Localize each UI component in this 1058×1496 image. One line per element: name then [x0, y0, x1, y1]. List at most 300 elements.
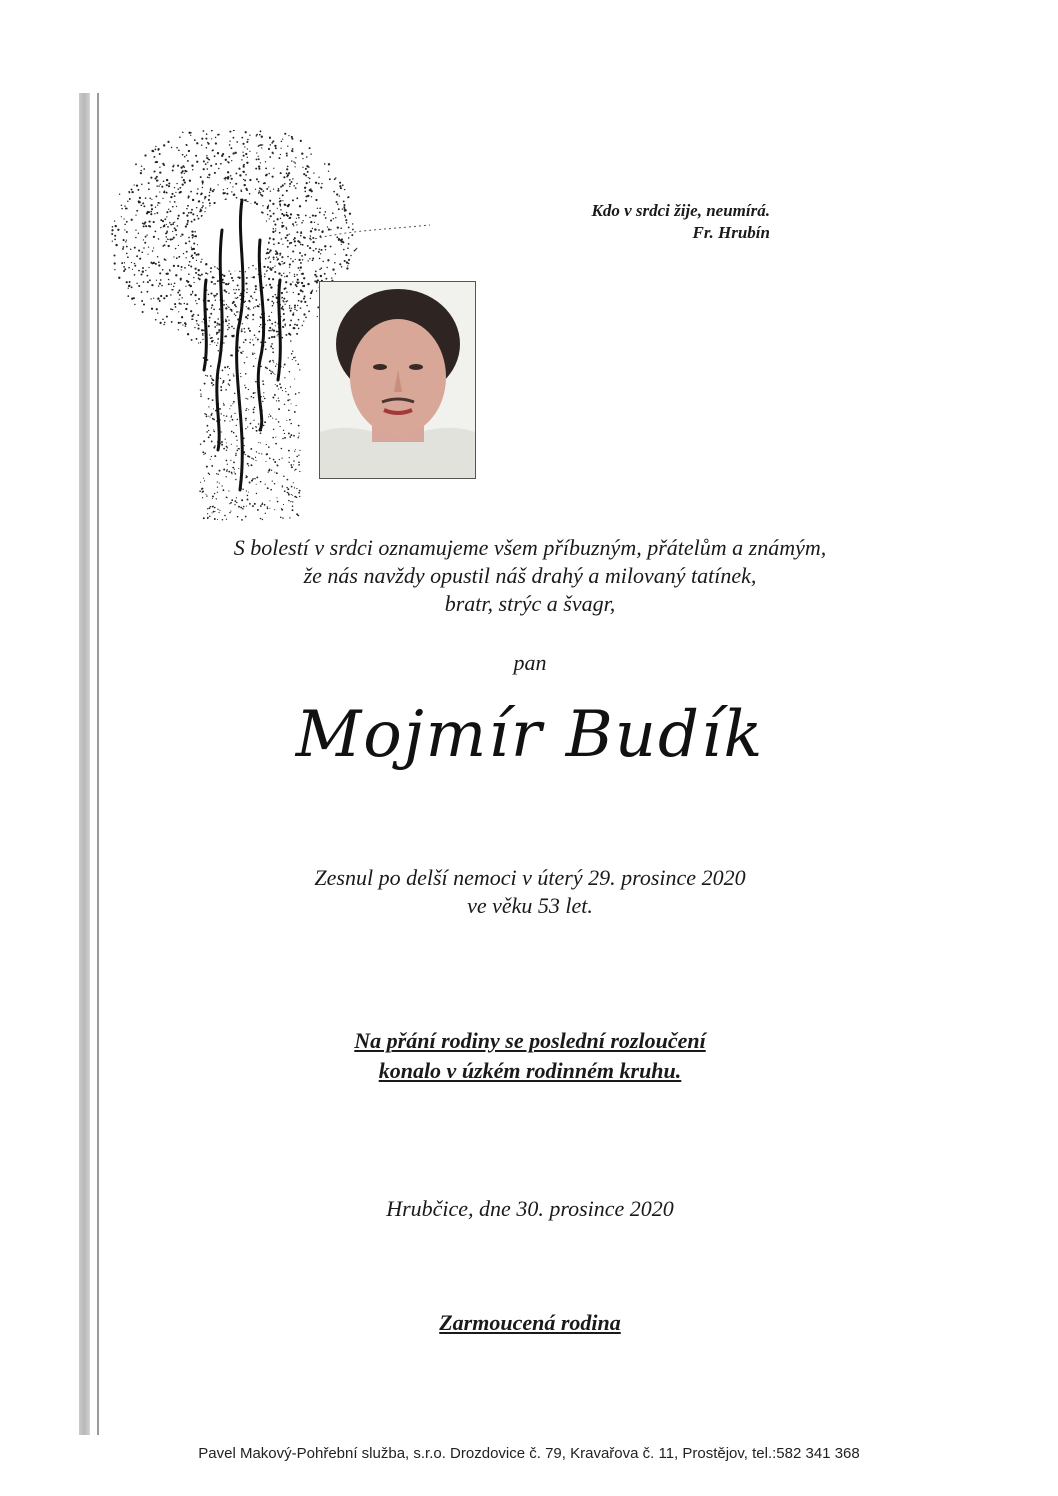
stipple-dot — [293, 312, 294, 313]
stipple-dot — [246, 288, 248, 290]
stipple-dot — [328, 228, 330, 230]
stipple-dot — [214, 511, 215, 512]
stipple-dot — [174, 222, 175, 223]
stipple-dot — [209, 334, 210, 335]
stipple-dot — [217, 280, 219, 282]
stipple-dot — [247, 139, 249, 141]
stipple-dot — [284, 404, 285, 405]
stipple-dot — [161, 186, 163, 188]
stipple-dot — [210, 165, 212, 167]
stipple-dot — [218, 474, 219, 475]
stipple-dot — [278, 263, 280, 265]
stipple-dot — [300, 307, 302, 309]
stipple-dot — [140, 273, 142, 275]
stipple-dot — [207, 176, 209, 178]
stipple-dot — [245, 387, 247, 389]
stipple-dot — [215, 163, 217, 165]
stipple-dot — [344, 260, 346, 262]
stipple-dot — [221, 431, 222, 432]
stipple-dot — [168, 182, 170, 184]
stipple-dot — [306, 305, 307, 306]
stipple-dot — [186, 215, 188, 217]
stipple-dot — [239, 271, 241, 273]
stipple-dot — [298, 454, 299, 455]
stipple-dot — [278, 188, 280, 190]
stipple-dot — [228, 156, 230, 158]
stipple-dot — [240, 352, 242, 354]
stipple-dot — [227, 329, 229, 331]
stipple-dot — [235, 183, 237, 185]
stipple-dot — [201, 138, 203, 140]
stipple-dot — [319, 211, 321, 213]
stipple-dot — [141, 165, 142, 166]
stipple-dot — [246, 408, 247, 409]
stipple-dot — [292, 351, 293, 352]
stipple-dot — [296, 231, 298, 233]
stipple-dot — [252, 352, 253, 353]
stipple-dot — [310, 230, 312, 232]
stipple-dot — [296, 513, 298, 515]
stipple-dot — [273, 259, 274, 260]
stipple-dot — [207, 517, 209, 519]
stipple-dot — [228, 471, 230, 473]
stipple-dot — [188, 150, 190, 152]
stipple-dot — [126, 240, 127, 241]
stipple-dot — [270, 286, 272, 288]
stipple-dot — [307, 260, 308, 261]
stipple-dot — [305, 317, 307, 319]
stipple-dot — [339, 263, 341, 265]
stipple-dot — [293, 185, 294, 186]
stipple-dot — [267, 320, 268, 321]
stipple-dot — [290, 423, 292, 425]
stipple-dot — [207, 162, 208, 163]
stipple-dot — [210, 203, 211, 204]
stipple-dot — [174, 195, 176, 197]
stipple-dot — [159, 171, 161, 173]
stipple-dot — [227, 469, 228, 470]
stipple-dot — [256, 158, 258, 160]
stipple-dot — [240, 376, 241, 377]
stipple-dot — [224, 420, 226, 422]
stipple-dot — [292, 148, 294, 150]
stipple-dot — [272, 176, 274, 178]
stipple-dot — [273, 168, 274, 169]
stipple-dot — [292, 505, 294, 507]
stipple-dot — [347, 197, 349, 199]
stipple-dot — [270, 261, 272, 263]
stipple-dot — [283, 176, 285, 178]
stipple-dot — [299, 496, 300, 497]
stipple-dot — [163, 226, 165, 228]
stipple-dot — [293, 225, 294, 226]
stipple-dot — [244, 179, 246, 181]
stipple-dot — [294, 237, 296, 239]
stipple-dot — [208, 325, 210, 327]
stipple-dot — [258, 165, 260, 167]
stipple-dot — [258, 423, 260, 425]
stipple-dot — [253, 365, 255, 367]
stipple-dot — [261, 136, 263, 138]
stipple-dot — [292, 199, 294, 201]
stipple-dot — [299, 490, 301, 492]
stipple-dot — [155, 263, 157, 265]
stipple-dot — [144, 242, 146, 244]
stipple-dot — [126, 246, 128, 248]
stipple-dot — [187, 197, 189, 199]
stipple-dot — [249, 342, 251, 344]
stipple-dot — [216, 473, 217, 474]
stipple-dot — [269, 319, 271, 321]
stipple-dot — [223, 415, 224, 416]
stipple-dot — [153, 221, 155, 223]
stipple-dot — [318, 229, 320, 231]
stipple-dot — [287, 488, 289, 490]
stipple-dot — [290, 464, 292, 466]
stipple-dot — [153, 156, 155, 158]
stipple-dot — [270, 144, 271, 145]
stipple-dot — [225, 438, 226, 439]
stipple-dot — [281, 448, 283, 450]
stipple-dot — [320, 249, 322, 251]
stipple-dot — [223, 300, 224, 301]
stipple-dot — [295, 469, 297, 471]
stipple-dot — [154, 213, 155, 214]
stipple-dot — [157, 256, 159, 258]
stipple-dot — [286, 155, 288, 157]
stipple-dot — [289, 179, 291, 181]
stipple-dot — [345, 219, 347, 221]
stipple-dot — [172, 238, 174, 240]
stipple-dot — [221, 413, 222, 414]
stipple-dot — [237, 276, 239, 278]
stipple-dot — [158, 185, 159, 186]
stipple-dot — [207, 375, 208, 376]
stipple-dot — [277, 464, 278, 465]
stipple-dot — [275, 322, 277, 324]
stipple-dot — [178, 329, 179, 330]
stipple-dot — [289, 334, 291, 336]
stipple-dot — [275, 437, 276, 438]
stipple-dot — [184, 182, 186, 184]
stipple-dot — [244, 362, 246, 364]
stipple-dot — [238, 506, 240, 508]
stipple-dot — [258, 156, 259, 157]
stipple-dot — [192, 237, 194, 239]
stipple-dot — [232, 403, 233, 404]
stipple-dot — [181, 176, 183, 178]
deceased-photo — [319, 281, 476, 479]
stipple-dot — [251, 464, 253, 466]
stipple-dot — [235, 297, 236, 298]
stipple-dot — [288, 357, 289, 358]
stipple-dot — [185, 325, 187, 327]
stipple-dot — [274, 374, 275, 375]
stipple-dot — [144, 221, 146, 223]
stipple-dot — [330, 246, 332, 248]
stipple-dot — [269, 414, 270, 415]
stipple-dot — [252, 319, 254, 321]
stipple-dot — [247, 314, 249, 316]
stipple-dot — [291, 494, 292, 495]
stipple-dot — [234, 393, 236, 395]
stipple-dot — [295, 360, 296, 361]
stipple-dot — [298, 464, 300, 466]
stipple-dot — [293, 292, 294, 293]
stipple-dot — [288, 204, 290, 206]
stipple-dot — [302, 167, 303, 168]
stipple-dot — [315, 199, 317, 201]
stipple-dot — [333, 191, 335, 193]
stipple-dot — [200, 393, 201, 394]
stipple-dot — [232, 467, 234, 469]
stipple-dot — [163, 180, 165, 182]
stipple-dot — [282, 184, 284, 186]
stipple-dot — [226, 519, 227, 520]
stipple-dot — [115, 244, 117, 246]
stipple-dot — [286, 212, 288, 214]
stipple-dot — [183, 253, 184, 254]
stipple-dot — [194, 252, 196, 254]
stipple-dot — [243, 164, 244, 165]
stipple-dot — [187, 220, 189, 222]
stipple-dot — [223, 403, 224, 404]
stipple-dot — [217, 342, 218, 343]
stipple-dot — [349, 213, 351, 215]
stipple-dot — [296, 285, 298, 287]
stipple-dot — [266, 174, 268, 176]
stipple-dot — [277, 501, 279, 503]
stipple-dot — [287, 166, 289, 168]
stipple-dot — [231, 472, 233, 474]
stipple-dot — [303, 313, 305, 315]
farewell-line-1: Na přání rodiny se poslední rozloučení — [354, 1028, 706, 1053]
stipple-dot — [155, 206, 156, 207]
stipple-dot — [296, 456, 298, 458]
stipple-dot — [173, 265, 175, 267]
stipple-dot — [174, 303, 176, 305]
stipple-dot — [343, 206, 345, 208]
stipple-dot — [176, 257, 178, 259]
stipple-dot — [156, 280, 157, 281]
stipple-dot — [300, 266, 302, 268]
stipple-dot — [335, 273, 337, 275]
stipple-dot — [317, 316, 318, 317]
stipple-dot — [159, 202, 160, 203]
stipple-dot — [184, 303, 185, 304]
stipple-dot — [243, 179, 244, 180]
stipple-dot — [191, 246, 192, 247]
stipple-dot — [234, 304, 236, 306]
stipple-dot — [217, 486, 218, 487]
stipple-dot — [210, 414, 212, 416]
stipple-dot — [233, 375, 235, 377]
stipple-dot — [230, 405, 231, 406]
stipple-dot — [255, 392, 256, 393]
stipple-dot — [275, 443, 277, 445]
stipple-dot — [174, 187, 175, 188]
stipple-dot — [241, 328, 242, 329]
stipple-dot — [195, 300, 196, 301]
stipple-dot — [150, 177, 152, 179]
stipple-dot — [290, 283, 292, 285]
stipple-dot — [244, 331, 246, 333]
stipple-dot — [302, 244, 304, 246]
stipple-dot — [209, 320, 210, 321]
stipple-dot — [250, 295, 252, 297]
stipple-dot — [170, 294, 171, 295]
stipple-dot — [208, 416, 209, 417]
stipple-dot — [233, 432, 235, 434]
stipple-dot — [179, 187, 181, 189]
stipple-dot — [282, 390, 283, 391]
stipple-dot — [237, 419, 239, 421]
stipple-dot — [230, 502, 232, 504]
stipple-dot — [294, 378, 295, 379]
stipple-dot — [142, 267, 144, 269]
stipple-dot — [195, 155, 197, 157]
stipple-dot — [250, 339, 251, 340]
stipple-dot — [224, 289, 226, 291]
stipple-dot — [282, 138, 283, 139]
stipple-dot — [196, 303, 197, 304]
stipple-dot — [223, 189, 224, 190]
stipple-dot — [319, 249, 321, 251]
stipple-dot — [180, 236, 181, 237]
stipple-dot — [241, 519, 243, 521]
stipple-dot — [268, 173, 270, 175]
stipple-dot — [315, 248, 317, 250]
stipple-dot — [141, 251, 143, 253]
stipple-dot — [352, 229, 354, 231]
stipple-dot — [169, 201, 170, 202]
stipple-dot — [156, 176, 158, 178]
stipple-dot — [289, 272, 290, 273]
stipple-dot — [203, 440, 205, 442]
stipple-dot — [292, 509, 294, 511]
stipple-dot — [289, 324, 291, 326]
stipple-dot — [227, 325, 228, 326]
stipple-dot — [187, 333, 189, 335]
stipple-dot — [282, 438, 283, 439]
stipple-dot — [150, 262, 152, 264]
stipple-dot — [305, 200, 307, 202]
stipple-dot — [208, 174, 210, 176]
stipple-dot — [279, 232, 281, 234]
stipple-dot — [158, 261, 160, 263]
stipple-dot — [159, 167, 160, 168]
stipple-dot — [288, 234, 289, 235]
stipple-dot — [134, 265, 136, 267]
stipple-dot — [298, 300, 300, 302]
stipple-dot — [211, 337, 213, 339]
stipple-dot — [284, 323, 286, 325]
stipple-dot — [342, 241, 344, 243]
stipple-dot — [129, 192, 131, 194]
stipple-dot — [231, 499, 233, 501]
stipple-dot — [294, 274, 295, 275]
stipple-dot — [259, 326, 260, 327]
stipple-dot — [215, 137, 217, 139]
stipple-dot — [287, 174, 289, 176]
stipple-dot — [296, 274, 298, 276]
stipple-dot — [206, 495, 207, 496]
stipple-dot — [298, 293, 300, 295]
stipple-dot — [253, 397, 255, 399]
stipple-dot — [211, 440, 213, 442]
stipple-dot — [303, 277, 305, 279]
stipple-dot — [304, 187, 306, 189]
stipple-dot — [214, 493, 215, 494]
stipple-dot — [230, 511, 231, 512]
stipple-dot — [202, 490, 204, 492]
stipple-dot — [219, 308, 221, 310]
stipple-dot — [354, 250, 356, 252]
stipple-dot — [131, 189, 133, 191]
stipple-dot — [185, 225, 187, 227]
stipple-dot — [210, 292, 212, 294]
stipple-dot — [169, 270, 170, 271]
stipple-dot — [268, 337, 270, 339]
stipple-dot — [283, 262, 285, 264]
stipple-dot — [155, 177, 157, 179]
stipple-dot — [264, 276, 265, 277]
stipple-dot — [293, 460, 295, 462]
stipple-dot — [278, 272, 280, 274]
stipple-dot — [291, 160, 292, 161]
stipple-dot — [282, 244, 283, 245]
death-info-line-2: ve věku 53 let. — [467, 893, 593, 918]
stipple-dot — [166, 241, 168, 243]
stipple-dot — [268, 148, 270, 150]
stipple-dot — [277, 189, 279, 191]
stipple-dot — [247, 318, 248, 319]
stipple-dot — [115, 225, 117, 227]
stipple-dot — [202, 321, 203, 322]
stipple-dot — [242, 351, 243, 352]
stipple-dot — [281, 261, 282, 262]
stipple-dot — [287, 399, 289, 401]
stipple-dot — [212, 496, 214, 498]
stipple-dot — [282, 200, 283, 201]
stipple-dot — [283, 367, 284, 368]
stipple-dot — [236, 141, 238, 143]
stipple-dot — [262, 212, 264, 214]
stipple-dot — [281, 275, 283, 277]
stipple-dot — [300, 262, 302, 264]
stipple-dot — [274, 271, 276, 273]
stipple-dot — [284, 377, 285, 378]
stipple-dot — [303, 236, 305, 238]
stipple-dot — [191, 230, 193, 232]
stipple-dot — [167, 226, 169, 228]
stipple-dot — [258, 158, 260, 160]
stipple-dot — [268, 186, 269, 187]
stipple-dot — [269, 210, 271, 212]
stipple-dot — [212, 340, 213, 341]
stipple-dot — [278, 389, 279, 390]
stipple-dot — [330, 229, 331, 230]
stipple-dot — [292, 178, 293, 179]
stipple-dot — [202, 339, 203, 340]
stipple-dot — [268, 205, 269, 206]
stipple-dot — [356, 248, 357, 249]
stipple-dot — [284, 133, 286, 135]
stipple-dot — [196, 320, 198, 322]
stipple-dot — [310, 298, 311, 299]
stipple-dot — [246, 357, 247, 358]
stipple-dot — [233, 328, 235, 330]
